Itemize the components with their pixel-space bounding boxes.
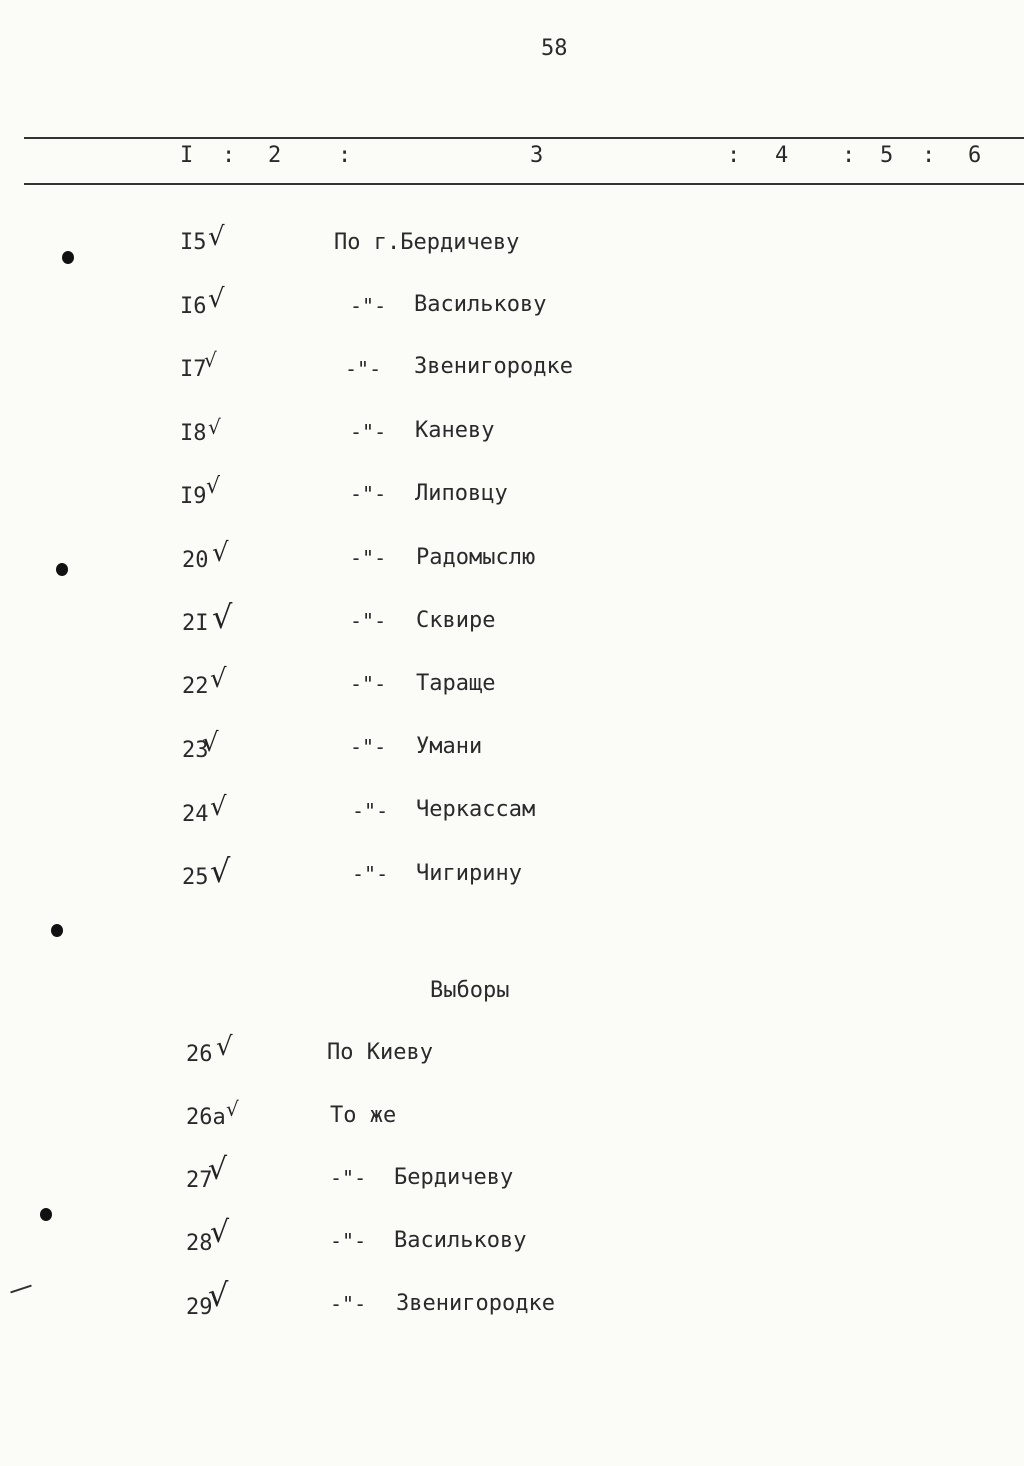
col-6-label: 6 [968, 143, 984, 168]
place-name: По г.Бердичеву [334, 230, 520, 255]
place-name: Умани [416, 734, 483, 759]
place-name: Липовцу [415, 481, 508, 506]
check-mark-icon: √ [210, 852, 231, 890]
margin-pen-stroke [10, 1285, 32, 1294]
check-mark-icon: √ [202, 728, 219, 758]
row-number: I5 [180, 230, 207, 255]
check-mark-icon: √ [210, 664, 227, 694]
col-separator: : [842, 143, 858, 168]
place-name: Звенигородке [396, 1291, 555, 1316]
row-number: 23 [182, 738, 209, 763]
check-mark-icon: √ [208, 222, 225, 252]
ditto-mark: -"- [350, 609, 387, 633]
check-mark-icon: √ [206, 474, 221, 499]
row-number: 20 [182, 548, 209, 573]
ditto-mark: -"- [350, 672, 387, 696]
ditto-mark: -"- [330, 1292, 367, 1316]
col-separator: : [727, 143, 743, 168]
place-name: По Киеву [327, 1040, 433, 1065]
ditto-mark: -"- [350, 482, 387, 506]
table-header-rule [24, 183, 1024, 185]
place-name: То же [330, 1103, 397, 1128]
row-number: 27 [186, 1168, 213, 1193]
col-2-label: 2 [268, 143, 284, 168]
page-number: 58 [541, 36, 568, 61]
binder-hole-dot [62, 251, 74, 264]
check-mark-icon: √ [208, 1152, 228, 1187]
row-number: I8 [180, 421, 207, 446]
check-mark-icon: √ [212, 598, 233, 636]
check-mark-icon: √ [208, 1276, 229, 1314]
check-mark-icon: √ [204, 348, 217, 372]
place-name: Радомыслю [416, 545, 536, 570]
check-mark-icon: √ [208, 415, 221, 439]
row-number: 29 [186, 1295, 213, 1320]
binder-hole-dot [56, 563, 68, 576]
check-mark-icon: √ [210, 1215, 230, 1250]
table-top-rule [24, 137, 1024, 139]
ditto-mark: -"- [350, 420, 387, 444]
binder-hole-dot [40, 1208, 52, 1221]
place-name: Бердичеву [394, 1165, 514, 1190]
ditto-mark: -"- [350, 546, 387, 570]
place-name: Черкассам [416, 797, 536, 822]
row-number: 24 [182, 802, 209, 827]
col-5-label: 5 [880, 143, 896, 168]
binder-hole-dot [51, 924, 63, 937]
ditto-mark: -"- [350, 294, 387, 318]
ditto-mark: -"- [352, 799, 389, 823]
check-mark-icon: √ [216, 1032, 233, 1062]
col-3-label: 3 [530, 143, 546, 168]
row-number: 2I [182, 611, 209, 636]
place-name: Чигирину [416, 861, 522, 886]
check-mark-icon: √ [226, 1097, 239, 1121]
place-name: Василькову [394, 1228, 527, 1253]
ditto-mark: -"- [330, 1229, 367, 1253]
place-name: Каневу [415, 418, 495, 443]
col-1-label: I [180, 143, 196, 168]
row-number: I6 [180, 294, 207, 319]
row-number: 26а [186, 1105, 226, 1130]
check-mark-icon: √ [210, 792, 227, 822]
row-number: 26 [186, 1042, 213, 1067]
row-number: 22 [182, 674, 209, 699]
col-separator: : [338, 143, 354, 168]
col-separator: : [922, 143, 938, 168]
place-name: Звенигородке [414, 354, 573, 379]
place-name: Сквире [416, 608, 496, 633]
ditto-mark: -"- [345, 357, 382, 381]
row-number: 28 [186, 1231, 213, 1256]
ditto-mark: -"- [350, 735, 387, 759]
row-number: I9 [180, 484, 207, 509]
check-mark-icon: √ [212, 538, 229, 568]
ditto-mark: -"- [352, 862, 389, 886]
ditto-mark: -"- [330, 1166, 367, 1190]
place-name: Василькову [414, 292, 547, 317]
place-name: Тараще [416, 671, 496, 696]
col-separator: : [222, 143, 238, 168]
col-4-label: 4 [775, 143, 791, 168]
row-number: I7 [180, 357, 207, 382]
section-title: Выборы [430, 978, 510, 1003]
check-mark-icon: √ [208, 284, 225, 314]
row-number: 25 [182, 865, 209, 890]
